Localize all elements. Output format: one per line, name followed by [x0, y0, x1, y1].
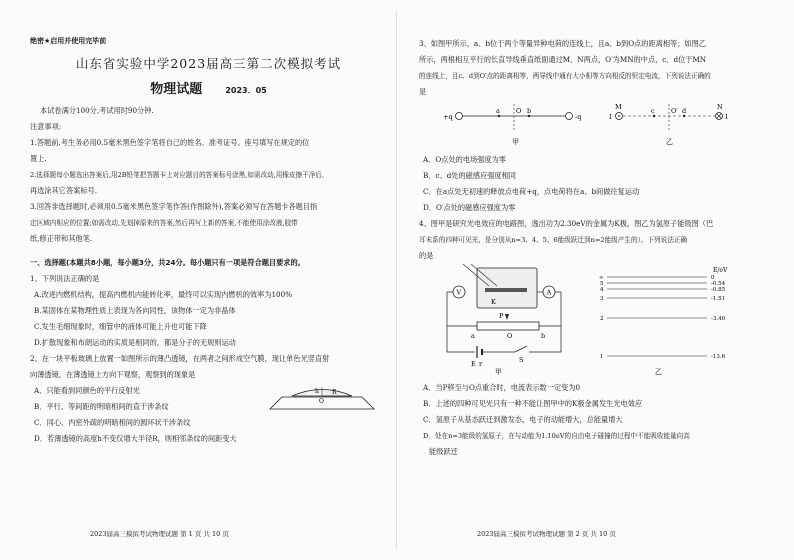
fig-yi-wires	[609, 103, 728, 146]
label-c: c	[651, 107, 655, 115]
level-e: -3.40	[711, 316, 726, 322]
secret-mark: 绝密★启用并使用完毕前	[30, 37, 107, 45]
wire	[539, 292, 561, 326]
energy-unit: E/eV	[713, 267, 728, 274]
label-i2: I	[725, 113, 728, 121]
q3-option-c: C．在a点处无初速的释放点电荷+q，点电荷将在a、b间做往复运动	[423, 187, 640, 196]
level-n: 5	[600, 281, 604, 287]
label-i1: I	[609, 113, 612, 121]
q3-stem-4: 是	[419, 87, 427, 96]
lens-figure	[262, 379, 382, 415]
q4-fig-yi-label: 乙	[655, 368, 662, 376]
q4-stem-2: 耳末系的四种可见光，是分别从n=3、4、5、6能级跃迁到n=2能级产生的）。下列说法正确	[419, 236, 687, 244]
q2-option-a: A．只能看到同颜色的平行反射光	[34, 386, 140, 395]
q3-option-a: A．O点处的电场强度为零	[423, 155, 506, 164]
label-a: a	[496, 107, 500, 115]
label-b: b	[527, 107, 532, 115]
right-page	[397, 0, 794, 560]
q2-option-b: B．平行、等间距的明暗相间的直干涉条纹	[34, 402, 169, 411]
label-plus-q: +q	[443, 113, 453, 121]
q2-option-c: C．同心、内密外疏的明暗相间的圆环状干涉条纹	[34, 418, 191, 427]
point-d	[683, 115, 685, 117]
right-footer: 2023届高三模拟考试物理试题 第 2 页 共 10 页	[477, 530, 616, 538]
label-v: V	[456, 288, 462, 297]
label-e: E	[471, 360, 476, 368]
q4-figure	[419, 264, 769, 376]
exam-info: 本试卷满分100分,考试用时90分钟.	[40, 106, 154, 115]
q4-stem-1: 4、图甲是研究光电效应的电路图，逸出功为2.30eV的金属为K极，图乙为氢原子能级图（巴	[419, 219, 714, 228]
q3-stem-1: 3、如图甲所示，a、b位于两个等量异种电荷的连线上，且a、b到O点的距离相等；如图乙	[419, 39, 706, 48]
slider-p	[505, 314, 509, 320]
label-m: M	[615, 103, 622, 111]
q3-figure	[419, 100, 769, 148]
level-n: 4	[600, 287, 604, 293]
label-o: O	[319, 398, 324, 405]
label-b-end: b	[541, 332, 546, 340]
exam-date: 2023．05	[225, 86, 267, 95]
note-line: 置上.	[30, 154, 47, 163]
level-e: -13.6	[711, 354, 726, 360]
label-k: K	[491, 298, 496, 306]
subject-title: 物理试题	[150, 82, 203, 97]
energy-level-diagram	[599, 267, 728, 376]
q4-stem-3: 的是	[419, 251, 434, 260]
note-line: 定区域内相应的位置;如需改动,先划掉原来的答案,然后再写上新的答案,不能使用涂改液,胶带	[30, 219, 298, 227]
q1-option-c: C.发生毛细现象时，细管中的液体可能上升也可能下降	[34, 322, 207, 331]
level-n: 2	[600, 316, 604, 322]
wire-m-dot	[618, 115, 620, 117]
level-n: ∞	[599, 275, 604, 281]
q4-option-d-cont: 能级跃迁	[429, 447, 458, 456]
label-d: d	[682, 107, 687, 115]
fig-jia-charges	[443, 104, 581, 146]
label-o: O	[516, 107, 522, 115]
q2-stem-1: 2、在一块平板玻璃上放置一如图所示的薄凸透镜，在两者之间形成空气膜，现让单色光竖直射	[30, 354, 330, 363]
point-b	[528, 115, 530, 117]
note-line: 2.选择题每小题选出答案后,用2B铅笔把答题卡上对应题目的答案标号涂黑,如需改动,用橡皮擦干净后,	[30, 171, 325, 179]
positive-charge	[456, 113, 463, 120]
subject-row	[30, 78, 387, 97]
label-n: N	[717, 103, 723, 111]
q1-option-d: D.扩散现象和布朗运动的实质是相同的，都是分子的无规则运动	[34, 338, 236, 347]
q4-option-c: C．氢原子从基态跃迁到激发态，电子的动能增大，总能量增大	[423, 415, 623, 424]
level-n: 3	[600, 296, 604, 302]
fig-yi-label: 乙	[666, 138, 673, 146]
q4-option-a: A．当P移至与O点重合时，电流表示数一定变为0	[423, 383, 581, 392]
note-line: 再选涂其它答案标号.	[30, 186, 97, 195]
label-r: r	[479, 360, 483, 368]
q3-stem-2: 所示，两根相互平行的长直导线垂直纸面通过M、N两点，O′为MN的中点，c、d位于MN	[419, 55, 707, 64]
note-line: 3.回答非选择题时,必须用0.5毫米黑色签字笔作答(作图除外),答案必须写在答题卡各题目指	[30, 202, 318, 211]
label-r: R	[332, 389, 337, 396]
level-n: 1	[600, 354, 604, 360]
label-o-circuit: O	[507, 332, 513, 340]
left-footer: 2023届高三模拟考试物理试题 第 1 页 共 10 页	[90, 530, 229, 538]
q4-option-d: D．处在n=3能级的氢原子，在与动能为1.10eV的自由电子碰撞的过程中不能吸收能量向高	[423, 432, 690, 440]
label-o2: O′	[671, 107, 678, 115]
q2-stem-2: 向薄透镜，在薄透镜上方向下观察，观察到的现象是	[30, 370, 196, 379]
rheostat	[477, 322, 539, 330]
label-minus-q: -q	[575, 113, 582, 121]
section-heading: 一、选择题(本题共8小题，每小题3分，共24分。每小题只有一项是符合题目要求的。	[30, 258, 305, 267]
q4-fig-jia-label: 甲	[495, 368, 502, 376]
level-e: -1.51	[711, 296, 726, 302]
level-e: 0	[711, 275, 715, 281]
label-p: P	[499, 312, 504, 320]
note-line: 纸,修正带和其他笔.	[30, 234, 93, 243]
school-title: 山东省实验中学2023届高三第二次模拟考试	[75, 56, 342, 71]
q4-option-b: B．上述的四种可见光只有一种不能让图甲中的K极金属发生光电效应	[423, 399, 643, 408]
q3-option-b: B．c、d处的磁感应强度相同	[423, 171, 516, 180]
label-a-meter: A	[546, 288, 552, 297]
label-a-end: a	[471, 332, 475, 340]
point-c	[653, 115, 655, 117]
q1-stem: 1、下列说法正确的是	[30, 274, 100, 283]
q3-option-d: D．O′点处的磁感应强度为零	[423, 203, 516, 212]
notes-title: 注意事项:	[30, 122, 62, 131]
point-a	[498, 115, 500, 117]
q1-option-a: A.改进内燃机结构，提高内燃机内能转化率，最终可以实现内燃机的效率为100%	[34, 290, 293, 299]
label-h: h	[315, 388, 319, 395]
negative-charge	[566, 113, 573, 120]
note-line: 1.答题前,考生务必用0.5毫米黑色签字笔将自己的姓名、准考证号、座号填写在规定的位	[30, 138, 310, 147]
q2-option-d: D．若薄透镜的高度h不变仅增大半径R，则相邻条纹的间距变大	[34, 434, 237, 443]
switch-s	[515, 346, 527, 352]
q2-options	[30, 383, 387, 447]
q1-option-b: B.某固体在某物理性质上表现为各向同性，该物体一定为非晶体	[34, 306, 236, 315]
label-s: S	[519, 356, 524, 364]
q3-stem-3: 的连线上，且c、d到O′点的距离相等，两导线中通有大小相等方向相反的恒定电流，下列说法正确的	[419, 72, 711, 80]
photoelectric-circuit	[447, 264, 561, 376]
fig-jia-label: 甲	[512, 138, 519, 146]
level-e: -0.54	[711, 281, 726, 287]
level-e: -0.85	[711, 287, 726, 293]
